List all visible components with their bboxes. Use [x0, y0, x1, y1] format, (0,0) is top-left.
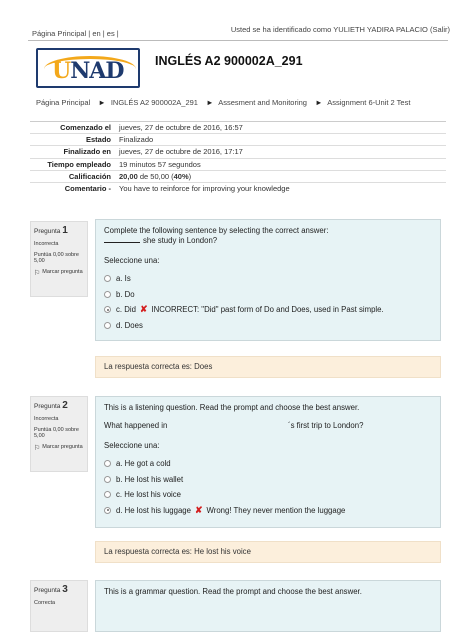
radio-button[interactable] [104, 491, 111, 498]
breadcrumb [36, 98, 413, 107]
flag-icon: ⚐ [34, 270, 41, 277]
login-info [231, 25, 450, 34]
logout-link[interactable]: (Salir) [430, 25, 450, 34]
option-label: d. Does [116, 320, 143, 330]
answer-option-selected[interactable] [104, 302, 432, 318]
language-links[interactable]: | en | es | [88, 29, 119, 38]
option-feedback: Wrong! They never mention the luggage [206, 505, 346, 515]
breadcrumb-separator: ► [206, 98, 214, 107]
logo-text: UNAD [52, 58, 124, 84]
option-label: b. Do [116, 289, 135, 299]
question-number: Pregunta 3 [34, 584, 68, 595]
language-menu [32, 29, 119, 38]
option-label: a. Is [116, 274, 131, 284]
select-label: Seleccione una: [104, 441, 160, 450]
breadcrumb-course[interactable]: INGLÉS A2 900002A_291 [110, 98, 198, 107]
option-label: c. Did [116, 305, 136, 315]
radio-button[interactable] [104, 306, 111, 313]
course-title: INGLÉS A2 900002A_291 [155, 54, 303, 68]
question-status: Incorrecta [34, 241, 59, 247]
summary-label: Comenzado el [60, 123, 111, 133]
answer-option[interactable] [104, 287, 432, 303]
question-prompt: Complete the following sentence by selecting the correct answer: she study in London? [104, 226, 329, 245]
breadcrumb-separator: ► [315, 98, 323, 107]
answer-option[interactable] [104, 318, 432, 334]
question-1-info [30, 221, 88, 297]
summary-row [30, 134, 446, 146]
radio-button[interactable] [104, 476, 111, 483]
select-label: Seleccione una: [104, 256, 160, 265]
breadcrumb-section[interactable]: Assesment and Monitoring [218, 98, 307, 107]
question-3-info [30, 580, 88, 632]
radio-button[interactable] [104, 275, 111, 282]
question-status: Incorrecta [34, 416, 59, 422]
question-score: Puntúa 0,00 sobre 5,00 [34, 427, 79, 439]
answer-option[interactable] [104, 456, 432, 472]
summary-value: You have to reinforce for improving your knowledge [119, 184, 290, 194]
flag-question-button[interactable] [34, 269, 84, 277]
summary-value: 19 minutos 57 segundos [119, 159, 201, 169]
summary-value: Finalizado [119, 135, 154, 145]
radio-button[interactable] [104, 460, 111, 467]
answer-option[interactable] [104, 487, 432, 503]
summary-row [30, 158, 446, 170]
flag-icon: ⚐ [34, 445, 41, 452]
summary-value: jueves, 27 de octubre de 2016, 17:17 [119, 147, 243, 157]
question-2-box [95, 396, 441, 528]
summary-row [30, 122, 446, 134]
summary-label: Tiempo empleado [47, 159, 111, 169]
option-label: d. He lost his luggage [116, 505, 191, 515]
option-label: c. He lost his voice [116, 490, 181, 500]
option-label: b. He lost his wallet [116, 474, 184, 484]
question-3-box [95, 580, 441, 632]
summary-value: jueves, 27 de octubre de 2016, 16:57 [119, 123, 243, 133]
question-score: Puntúa 0,00 sobre 5,00 [34, 252, 79, 264]
question-number: Pregunta 1 [34, 225, 68, 236]
login-text: Usted se ha identificado como YULIETH YADIRA PALACIO [230, 25, 428, 34]
incorrect-icon: ✘ [139, 304, 148, 315]
grade-value: 20,00 de 50,00 (40%) [119, 171, 192, 181]
summary-label: Estado [85, 135, 111, 145]
flag-question-button[interactable] [34, 444, 84, 452]
correct-answer-box: La respuesta correcta es: He lost his voice [95, 541, 441, 563]
answer-option-selected[interactable] [104, 503, 432, 519]
home-link[interactable]: Página Principal [32, 29, 87, 38]
flag-label: Marcar pregunta [42, 269, 83, 275]
summary-label: Comentario - [64, 184, 111, 194]
question-1-box [95, 219, 441, 341]
breadcrumb-separator: ► [98, 98, 106, 107]
summary-row [30, 182, 446, 194]
question-prompt: This is a grammar question. Read the prompt and choose the best answer. [104, 587, 362, 596]
question-prompt: This is a listening question. Read the prompt and choose the best answer. What happened in ´s first trip to London? [104, 403, 364, 430]
incorrect-icon: ✘ [194, 504, 203, 515]
breadcrumb-home[interactable]: Página Principal [36, 98, 91, 107]
option-label: a. He got a cold [116, 459, 171, 469]
question-2-info [30, 396, 88, 472]
correct-answer-box: La respuesta correcta es: Does [95, 356, 441, 378]
summary-row [30, 146, 446, 158]
header-divider [28, 40, 448, 41]
option-feedback: INCORRECT: "Did" past form of Do and Does, used in Past simple. [151, 305, 384, 315]
summary-label: Finalizado en [63, 147, 111, 157]
answer-option[interactable] [104, 472, 432, 488]
question-status: Correcta [34, 600, 56, 606]
radio-button[interactable] [104, 507, 111, 514]
answer-gap [104, 236, 140, 243]
summary-row [30, 170, 446, 182]
radio-button[interactable] [104, 322, 111, 329]
summary-label: Calificación [68, 171, 111, 181]
flag-label: Marcar pregunta [42, 444, 83, 450]
attempt-summary-table [30, 121, 446, 195]
top-bar [30, 27, 450, 39]
radio-button[interactable] [104, 291, 111, 298]
unad-logo[interactable] [36, 48, 140, 88]
answer-option[interactable] [104, 271, 432, 287]
breadcrumb-assignment[interactable]: Assignment 6-Unit 2 Test [327, 98, 411, 107]
question-number: Pregunta 2 [34, 400, 68, 411]
